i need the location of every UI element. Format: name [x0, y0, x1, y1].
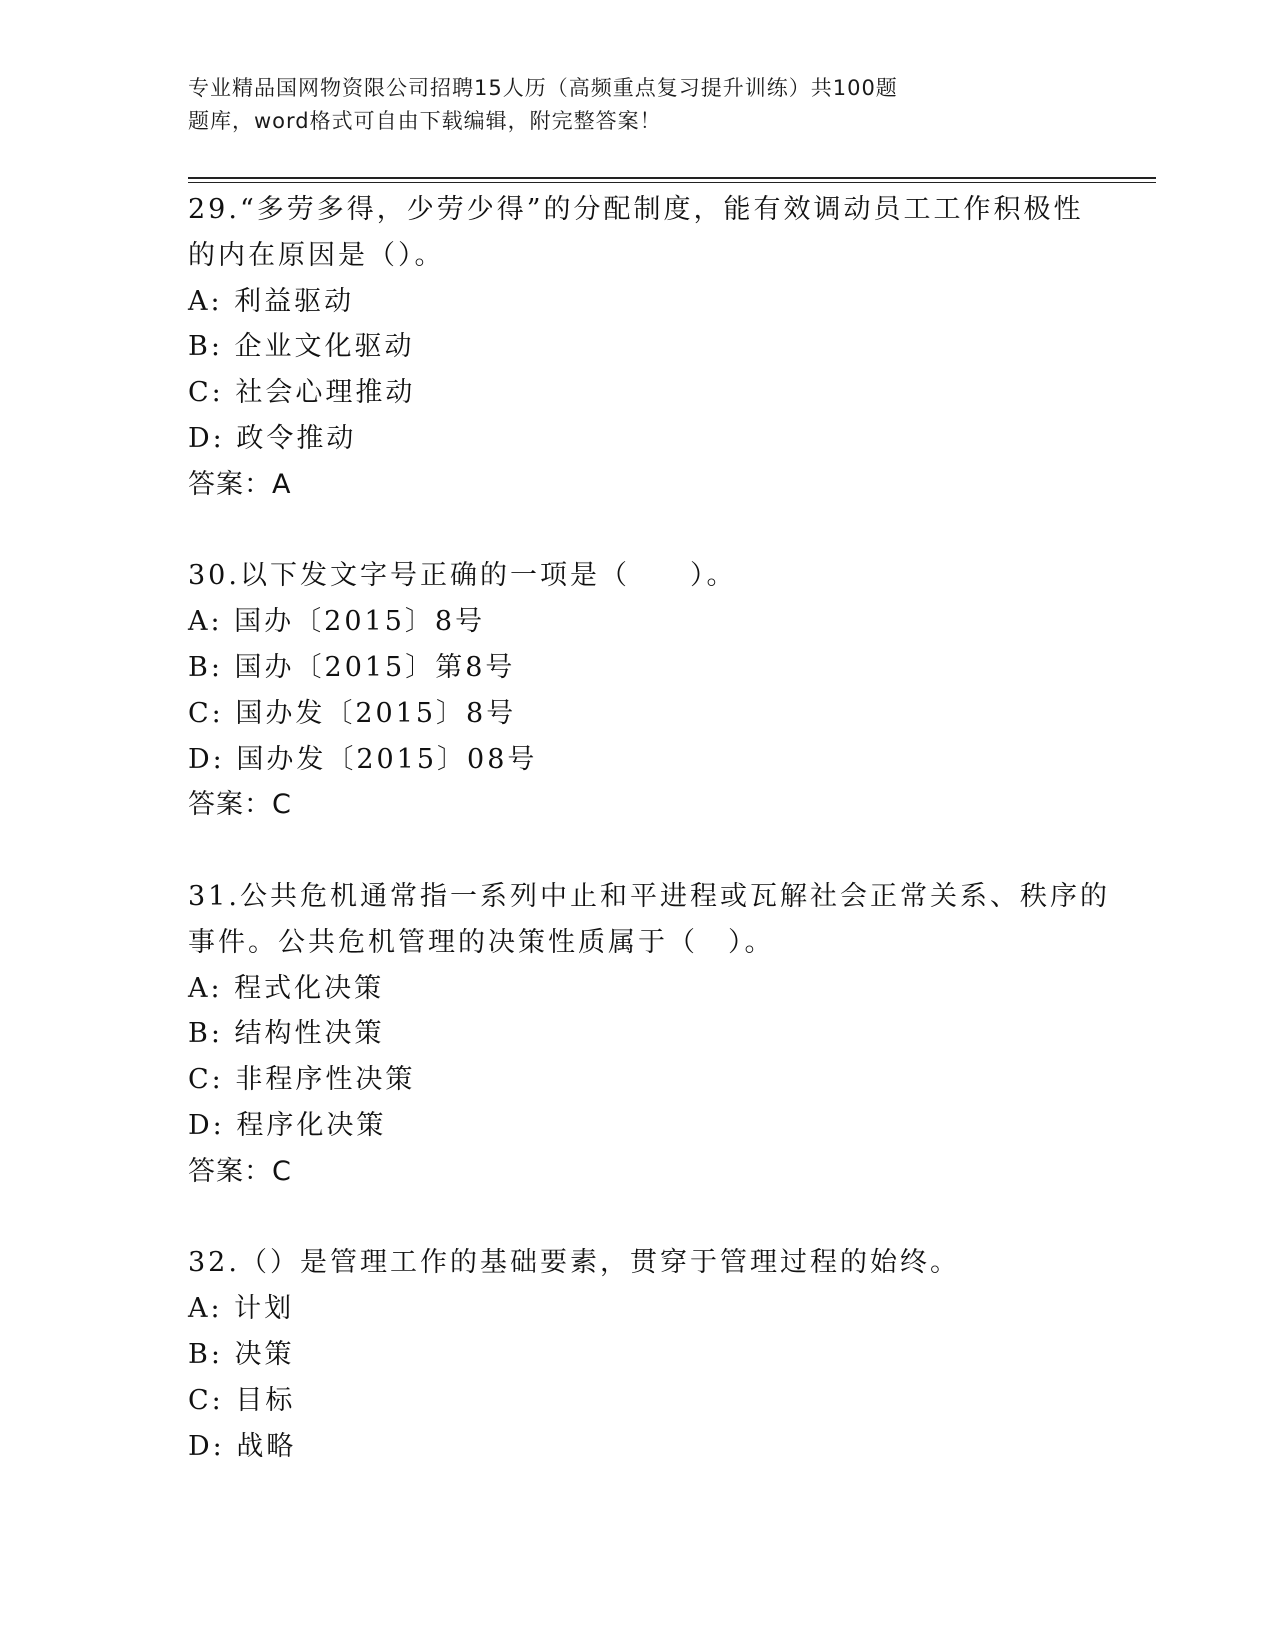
option-c: C: 非程序性决策 [188, 1064, 416, 1096]
question-30 [188, 553, 1128, 874]
header-divider-thick [188, 177, 1156, 179]
option-a: A: 程式化决策 [188, 972, 385, 1004]
option-d: D: 国办发〔2015〕08号 [188, 743, 538, 775]
question-list [188, 187, 1128, 1469]
option-c: C: 社会心理推动 [188, 377, 416, 409]
option-d: D: 程序化决策 [188, 1109, 387, 1141]
option-a: A: 计划 [188, 1293, 295, 1325]
question-32 [188, 1240, 1128, 1469]
question-text-line: 32.（）是管理工作的基础要素，贯穿于管理过程的始终。 [188, 1247, 960, 1279]
question-29 [188, 187, 1128, 553]
option-b: B: 决策 [188, 1338, 295, 1370]
option-b: B: 国办〔2015〕第8号 [188, 651, 516, 683]
header-line-2: 题库，word格式可自由下载编辑，附完整答案！ [188, 109, 662, 133]
question-text-line: 的内在原因是（）。 [188, 239, 445, 271]
question-text-line: 事件。公共危机管理的决策性质属于（ ）。 [188, 926, 775, 958]
answer-line: 答案：C [188, 1155, 292, 1187]
option-c: C: 目标 [188, 1384, 296, 1416]
option-b: B: 结构性决策 [188, 1018, 385, 1050]
option-d: D: 政令推动 [188, 422, 357, 454]
question-text-line: 31.公共危机通常指一系列中止和平进程或瓦解社会正常关系、秩序的 [188, 880, 1110, 912]
option-a: A: 利益驱动 [188, 285, 355, 317]
header-line-1: 专业精品国网物资限公司招聘15人历（高频重点复习提升训练）共100题 [188, 76, 898, 100]
answer-line: 答案：A [188, 468, 292, 500]
question-31 [188, 874, 1128, 1240]
header-divider-thin [188, 182, 1156, 183]
question-text-line: 29.“多劳多得，少劳少得”的分配制度，能有效调动员工工作积极性 [188, 194, 1084, 225]
question-text-line: 30.以下发文字号正确的一项是（ ）。 [188, 560, 737, 592]
option-b: B: 企业文化驱动 [188, 331, 415, 363]
option-d: D: 战略 [188, 1430, 297, 1462]
document-header [188, 72, 1028, 138]
option-c: C: 国办发〔2015〕8号 [188, 697, 517, 729]
option-a: A: 国办〔2015〕8号 [188, 606, 486, 638]
answer-line: 答案：C [188, 789, 292, 821]
